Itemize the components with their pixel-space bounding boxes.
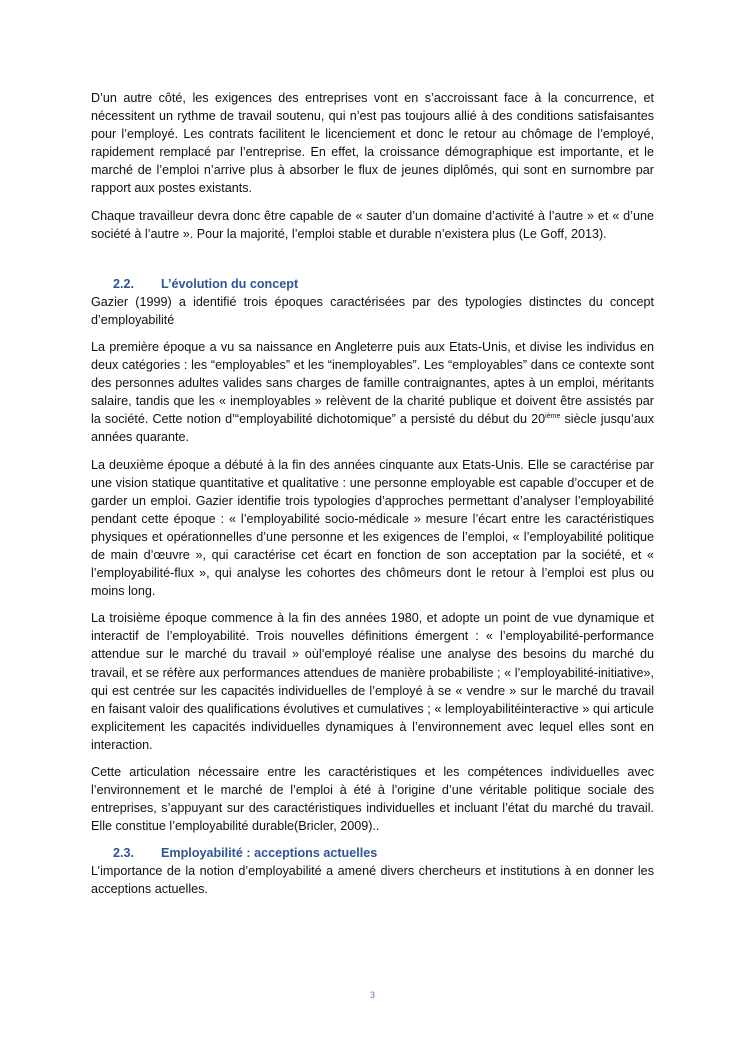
section-number: 2.2. bbox=[113, 276, 135, 291]
spacer bbox=[91, 252, 654, 275]
paragraph-durable-employability: Cette articulation nécessaire entre les caractéristiques et les compétences individuelles avec l’environnement et le marché de l’emploi à été à l’origine d’une véritable politique sociale des entreprises, s’appuyant sur des caractéristiques individuelles et incluant l’état du marché du travail. Elle constitue l’employabilité durable(Bricler, 2009).. bbox=[91, 765, 654, 834]
paragraph-first-era bbox=[91, 338, 654, 447]
paragraph-current-meanings: L’importance de la notion d’employabilité a amené divers chercheurs et institutions à en donner les acceptions actuelles. bbox=[91, 864, 654, 897]
section-heading-2-2 bbox=[91, 275, 654, 293]
section-title: Employabilité : acceptions actuelles bbox=[161, 846, 378, 861]
section-heading-2-3 bbox=[91, 844, 654, 862]
paragraph-competition: D’un autre côté, les exigences des entreprises vont en s’accroissant face à la concurrence, et nécessitent un rythme de travail soutenu, qui n’est pas toujours allié à des conditions satisfaisantes pour l’employé. Les contrats facilitent le licenciement et donc le retour au chômage de l’employé, rapidement remplacé par l’entreprise. En effet, la croissance démographique est importante, et le marché de l’emploi n’arrive plus à absorber le flux de jeunes diplômés, qui sont en surnombre par rapport aux postes existants. bbox=[91, 91, 654, 196]
page-number: 3 bbox=[369, 990, 375, 1000]
paragraph-second-era: La deuxième époque a débuté à la fin des années cinquante aux Etats-Unis. Elle se caractérise par une vision statique quantitative et qualitative : une personne employable est capable d’occuper et de garder un emploi. Gazier identifie trois typologies d’approches permettant d’analyser l’employabilité pendant cette époque : « l’employabilité socio-médicale » mesure l’écart entre les caractéristiques physiques et opérationnelles d’une personne et les exigences de l’emploi, « l’employabilité politique de main d’œuvre », qui caractérise cet écart en fonction de son acceptation par la société, et « l’employabilité-flux », qui analyse les cohortes des chômeurs dont le retour à l’emploi est plus ou moins long. bbox=[91, 457, 654, 599]
page-content bbox=[91, 89, 654, 908]
section-title: L’évolution du concept bbox=[161, 276, 299, 291]
section-number: 2.3. bbox=[113, 846, 135, 861]
first-era-text-end: siècle jusqu’aux années quarante. bbox=[91, 412, 655, 445]
paragraph-third-era: La troisième époque commence à la fin des années 1980, et adopte un point de vue dynamique et interactif de l’employabilité. Trois nouvelles définitions émergent : « l’employabilité-performance attendue sur le marché du travail » oùl’employé réalise une analyse des besoins du marché du travail, et se réfère aux performances attendues de manière probabiliste ; « l’employabilité-initiative», qui est centrée sur les capacités individuelles de l’employé à se « vendre » sur le marché du travail en faisant valoir des qualifications évolutives et cumulatives ; « lemployabilitéinteractive » qui articule explicitement les capacités individuelles dynamiques à l’environnement avec lequel elles sont en interaction. bbox=[91, 611, 654, 752]
paragraph-gazier-intro: Gazier (1999) a identifié trois époques caractérisées par des typologies distinctes du concept d’employabilité bbox=[91, 294, 654, 327]
ordinal-superscript: ième bbox=[545, 413, 561, 421]
paragraph-worker-mobility: Chaque travailleur devra donc être capable de « sauter d’un domaine d’activité à l’autre » et « d’une société à l’autre ». Pour la majorité, l’emploi stable et durable n’existera plus (Le Goff, 2013). bbox=[91, 208, 654, 241]
first-era-text: La première époque a vu sa naissance en Angleterre puis aux Etats-Unis, et divise les individus en deux catégories : les “employables” et les “inemployables”. Les “employables” dans ce contexte sont des personnes adultes valides sans charges de famille contraignantes, aptes à un emploi, méritants salaire, tandis que les « inemployables » relèvent de la charité publique et doivent être assistés par la société. Cette notion d’“employabilité dichotomique” a persisté du début du 20 bbox=[91, 339, 654, 427]
